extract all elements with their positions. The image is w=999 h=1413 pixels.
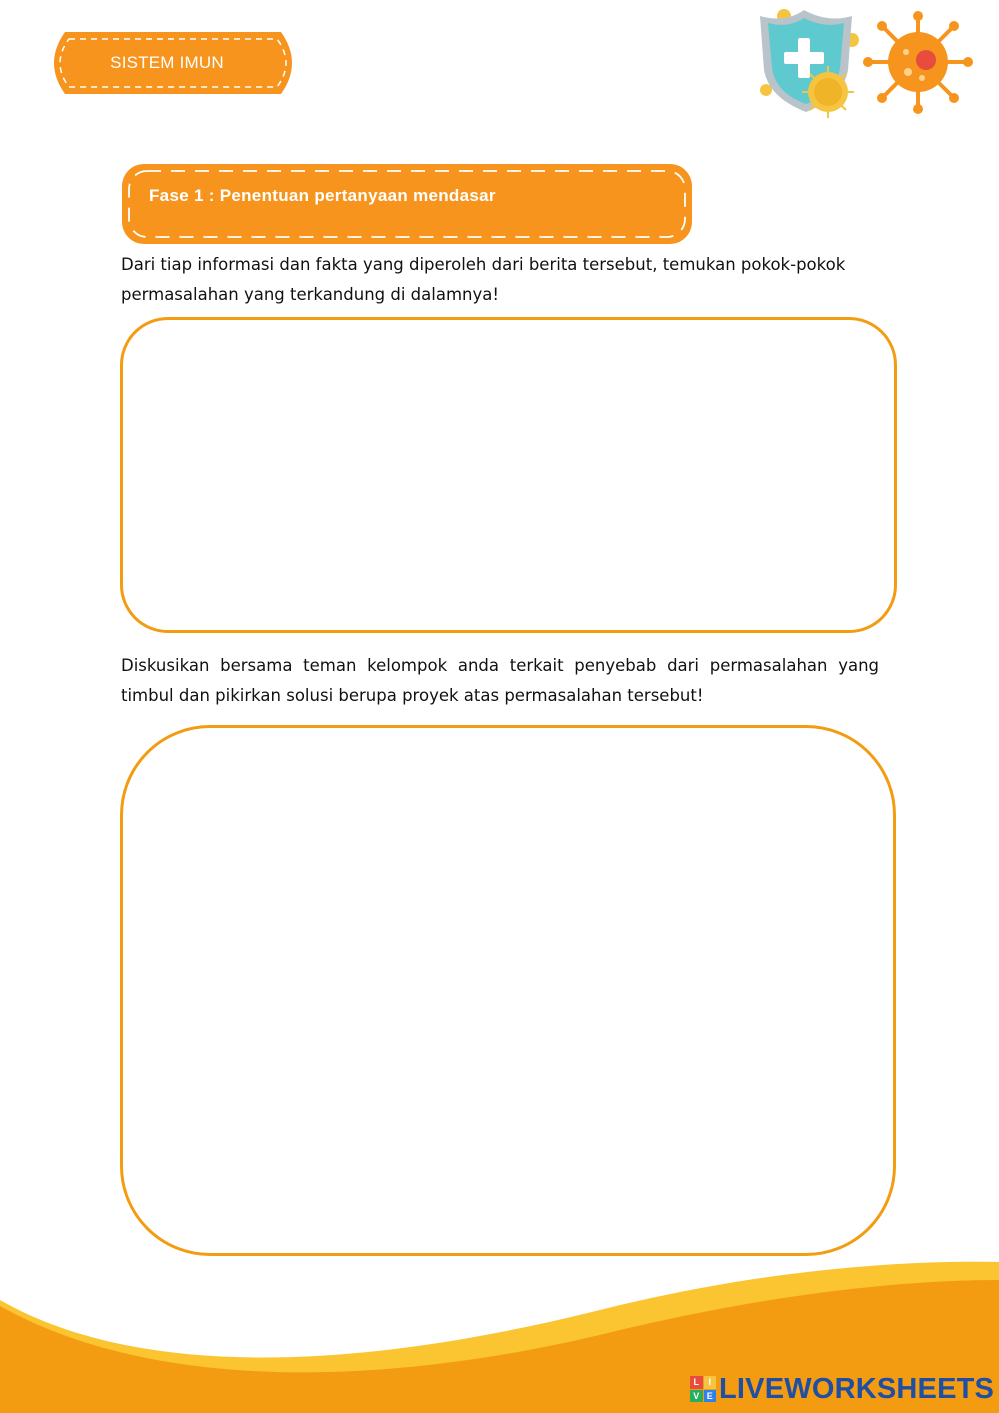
liveworksheets-logo-icon [690,1376,716,1402]
virus-icon-wrap [862,10,974,114]
liveworksheets-wordmark: LIVEWORKSHEETS [719,1372,995,1405]
logo-letter-v: V [690,1390,703,1403]
answer-box-1[interactable] [120,317,897,633]
logo-letter-e: E [704,1390,717,1403]
phase-title: Fase 1 : Penentuan pertanyaan mendasar [149,186,496,205]
question-1-text: Dari tiap informasi dan fakta yang diperoleh dari berita tersebut, temukan pokok-pokok permasalahan yang terkandung di dalamnya! [121,255,846,304]
header-title: SISTEM IMUN [110,53,224,72]
virus-icon [862,10,974,114]
answer-box-2[interactable] [120,725,896,1256]
logo-letter-i: I [704,1376,717,1389]
question-2-text: Diskusikan bersama teman kelompok anda terkait penyebab dari permasalahan yang timbul dan pikirkan solusi berupa proyek atas permasalahan tersebut! [121,656,879,705]
phase-banner [122,164,692,244]
header-tag [45,30,303,96]
liveworksheets-brand [690,1372,994,1406]
logo-letter-l: L [690,1376,703,1389]
